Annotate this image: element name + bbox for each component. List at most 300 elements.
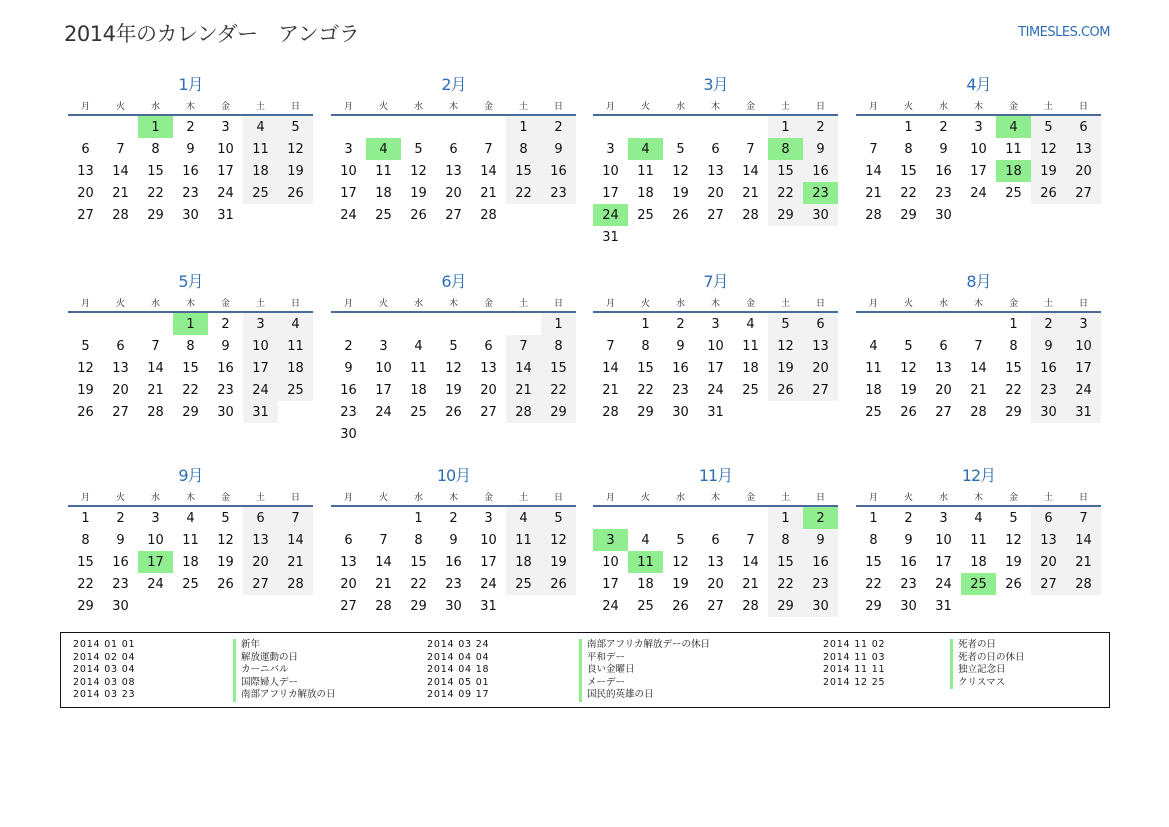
weekday-header: 月 (856, 489, 891, 506)
weekday-header: 金 (733, 98, 768, 115)
day-cell: 6 (116, 338, 125, 354)
day-cell: 11 (243, 138, 278, 160)
month-8 (856, 272, 1101, 423)
weekday-header: 日 (1066, 98, 1101, 115)
day-cell: 8 (869, 532, 878, 548)
weekday-header: 日 (541, 98, 576, 115)
day-cell: 19 (278, 160, 313, 182)
day-cell: 23 (217, 382, 234, 398)
day-cell: 28 (865, 207, 882, 223)
weekday-header: 日 (541, 489, 576, 506)
day-cell: 9 (221, 338, 230, 354)
day-cell: 17 (480, 554, 497, 570)
empty-cell (506, 204, 541, 226)
legend-entry (73, 651, 299, 665)
day-cell: 21 (278, 551, 313, 573)
weekday-header: 日 (278, 295, 313, 312)
day-cell: 29 (77, 598, 94, 614)
day-cell: 11 (410, 360, 427, 376)
day-cell: 27 (1031, 573, 1066, 595)
day-cell: 28 (480, 207, 497, 223)
weekday-header: 土 (768, 295, 803, 312)
day-cell: 27 (112, 404, 129, 420)
weekday-header: 土 (768, 489, 803, 506)
day-cell: 5 (449, 338, 458, 354)
page-title: 2014年のカレンダー アンゴラ (64, 22, 360, 46)
day-cell: 15 (182, 360, 199, 376)
day-cell: 12 (278, 138, 313, 160)
day-cell: 1 (506, 115, 541, 138)
day-cell: 9 (344, 360, 353, 376)
day-cell: 11 (506, 529, 541, 551)
weekday-header: 月 (68, 489, 103, 506)
empty-cell (541, 423, 576, 445)
day-cell: 26 (541, 573, 576, 595)
empty-cell (541, 204, 576, 226)
day-cell: 17 (970, 163, 987, 179)
day-cell: 5 (278, 115, 313, 138)
empty-cell (996, 595, 1031, 617)
day-cell: 26 (410, 207, 427, 223)
empty-cell (663, 115, 698, 138)
day-cell: 17 (375, 382, 392, 398)
day-cell: 3 (221, 119, 230, 135)
day-cell: 5 (1009, 510, 1018, 526)
day-cell: 11 (628, 551, 663, 573)
day-cell: 18 (637, 185, 654, 201)
holiday-date: 2014 11 11 (823, 664, 886, 675)
month-grid (68, 489, 313, 617)
day-cell: 9 (803, 529, 838, 551)
weekday-header: 月 (856, 295, 891, 312)
empty-cell (733, 401, 768, 423)
day-cell: 22 (506, 182, 541, 204)
day-cell: 3 (606, 141, 615, 157)
day-cell: 14 (480, 163, 497, 179)
day-cell: 3 (151, 510, 160, 526)
day-cell: 11 (182, 532, 199, 548)
legend-entry (73, 664, 289, 677)
weekday-header: 木 (698, 295, 733, 312)
weekday-header: 月 (331, 98, 366, 115)
legend-entry (73, 689, 336, 702)
day-cell: 9 (1031, 335, 1066, 357)
holiday-date: 2014 11 03 (823, 651, 886, 663)
day-cell: 13 (707, 554, 724, 570)
month-12 (856, 466, 1101, 617)
day-cell: 19 (445, 382, 462, 398)
empty-cell (856, 115, 891, 138)
weekday-header: 木 (961, 295, 996, 312)
month-name: 9月 (178, 466, 203, 485)
day-cell: 1 (138, 115, 173, 138)
day-cell: 23 (445, 576, 462, 592)
day-cell: 5 (676, 532, 685, 548)
weekday-header: 月 (856, 98, 891, 115)
empty-cell (278, 595, 313, 617)
empty-cell (698, 506, 733, 529)
day-cell: 17 (340, 185, 357, 201)
day-cell: 31 (602, 229, 619, 245)
day-cell: 20 (803, 357, 838, 379)
empty-cell (1066, 204, 1101, 226)
day-cell: 30 (217, 404, 234, 420)
weekday-header: 木 (436, 98, 471, 115)
month-name: 6月 (441, 272, 466, 291)
day-cell: 29 (768, 595, 803, 617)
brand-link[interactable]: TIMESLES.COM (1018, 25, 1110, 40)
month-grid (593, 295, 838, 423)
weekday-header: 月 (593, 98, 628, 115)
day-cell: 10 (707, 338, 724, 354)
day-cell: 23 (541, 182, 576, 204)
day-cell: 11 (865, 360, 882, 376)
day-cell: 25 (961, 573, 996, 595)
legend-column (427, 639, 711, 702)
day-cell: 1 (81, 510, 90, 526)
holiday-name: 国民的英雄の日 (579, 689, 654, 702)
day-cell: 26 (217, 576, 234, 592)
empty-cell (663, 226, 698, 248)
empty-cell (436, 312, 471, 335)
day-cell: 6 (1031, 506, 1066, 529)
day-cell: 2 (803, 115, 838, 138)
weekday-header: 月 (593, 489, 628, 506)
day-cell: 8 (414, 532, 423, 548)
day-cell: 1 (641, 316, 650, 332)
day-cell: 21 (970, 382, 987, 398)
day-cell: 16 (340, 382, 357, 398)
day-cell: 25 (506, 573, 541, 595)
day-cell: 1 (414, 510, 423, 526)
holiday-legend (60, 632, 1110, 708)
weekday-header: 月 (331, 489, 366, 506)
day-cell: 8 (768, 529, 803, 551)
month-4 (856, 75, 1101, 226)
day-cell: 2 (221, 316, 230, 332)
month-grid (331, 295, 576, 445)
day-cell: 9 (676, 338, 685, 354)
day-cell: 27 (1066, 182, 1101, 204)
day-cell: 20 (340, 576, 357, 592)
day-cell: 8 (904, 141, 913, 157)
day-cell: 14 (278, 529, 313, 551)
day-cell: 15 (768, 160, 803, 182)
empty-cell (593, 506, 628, 529)
day-cell: 21 (112, 185, 129, 201)
day-cell: 8 (541, 335, 576, 357)
day-cell: 28 (1066, 573, 1101, 595)
day-cell: 22 (77, 576, 94, 592)
empty-cell (961, 204, 996, 226)
weekday-header: 火 (366, 295, 401, 312)
day-cell: 26 (445, 404, 462, 420)
day-cell: 16 (803, 551, 838, 573)
empty-cell (628, 506, 663, 529)
day-cell: 2 (939, 119, 948, 135)
day-cell: 7 (484, 141, 493, 157)
month-9 (68, 466, 313, 617)
day-cell: 16 (900, 554, 917, 570)
day-cell: 10 (935, 532, 952, 548)
weekday-header: 水 (138, 98, 173, 115)
weekday-header: 土 (506, 489, 541, 506)
day-cell: 29 (865, 598, 882, 614)
day-cell: 12 (217, 532, 234, 548)
day-cell: 9 (116, 532, 125, 548)
day-cell: 19 (77, 382, 94, 398)
weekday-header: 月 (593, 295, 628, 312)
empty-cell (926, 312, 961, 335)
holiday-date: 2014 03 24 (427, 639, 490, 650)
day-cell: 20 (243, 551, 278, 573)
day-cell: 23 (900, 576, 917, 592)
month-name: 12月 (961, 466, 996, 485)
day-cell: 15 (1005, 360, 1022, 376)
empty-cell (436, 423, 471, 445)
day-cell: 15 (410, 554, 427, 570)
day-cell: 12 (672, 554, 689, 570)
weekday-header: 水 (401, 489, 436, 506)
weekday-header: 土 (243, 489, 278, 506)
weekday-header: 土 (506, 98, 541, 115)
empty-cell (506, 595, 541, 617)
day-cell: 1 (173, 312, 208, 335)
day-cell: 20 (112, 382, 129, 398)
day-cell: 21 (506, 379, 541, 401)
weekday-header: 木 (698, 489, 733, 506)
day-cell: 28 (112, 207, 129, 223)
empty-cell (68, 312, 103, 335)
day-cell: 24 (217, 185, 234, 201)
day-cell: 24 (593, 204, 628, 226)
day-cell: 14 (1066, 529, 1101, 551)
day-cell: 22 (1005, 382, 1022, 398)
day-cell: 13 (1031, 529, 1066, 551)
day-cell: 25 (637, 207, 654, 223)
day-cell: 28 (602, 404, 619, 420)
empty-cell (331, 312, 366, 335)
day-cell: 26 (672, 598, 689, 614)
day-cell: 12 (1031, 138, 1066, 160)
month-3 (593, 75, 838, 248)
day-cell: 26 (768, 379, 803, 401)
day-cell: 13 (480, 360, 497, 376)
day-cell: 18 (278, 357, 313, 379)
day-cell: 12 (1005, 532, 1022, 548)
day-cell: 20 (1066, 160, 1101, 182)
legend-entry (427, 676, 626, 690)
day-cell: 11 (278, 335, 313, 357)
day-cell: 7 (974, 338, 983, 354)
day-cell: 6 (344, 532, 353, 548)
day-cell: 18 (410, 382, 427, 398)
day-cell: 14 (865, 163, 882, 179)
day-cell: 25 (243, 182, 278, 204)
weekday-header: 日 (278, 489, 313, 506)
weekday-header: 火 (628, 489, 663, 506)
legend-column (73, 639, 336, 702)
day-cell: 19 (541, 551, 576, 573)
day-cell: 15 (900, 163, 917, 179)
day-cell: 7 (869, 141, 878, 157)
day-cell: 18 (865, 382, 882, 398)
day-cell: 17 (243, 357, 278, 379)
day-cell: 24 (243, 379, 278, 401)
day-cell: 31 (1066, 401, 1101, 423)
day-cell: 11 (637, 163, 654, 179)
day-cell: 20 (707, 576, 724, 592)
day-cell: 25 (278, 379, 313, 401)
day-cell: 15 (506, 160, 541, 182)
day-cell: 21 (742, 185, 759, 201)
day-cell: 22 (541, 379, 576, 401)
weekday-header: 木 (436, 489, 471, 506)
empty-cell (698, 115, 733, 138)
day-cell: 23 (340, 404, 357, 420)
day-cell: 4 (243, 115, 278, 138)
holiday-name: 良い金曜日 (579, 664, 635, 677)
day-cell: 27 (707, 598, 724, 614)
day-cell: 30 (445, 598, 462, 614)
day-cell: 6 (243, 506, 278, 529)
day-cell: 3 (593, 529, 628, 551)
day-cell: 29 (410, 598, 427, 614)
day-cell: 28 (970, 404, 987, 420)
weekday-header: 土 (506, 295, 541, 312)
weekday-header: 水 (401, 295, 436, 312)
day-cell: 21 (375, 576, 392, 592)
day-cell: 2 (186, 119, 195, 135)
day-cell: 31 (217, 207, 234, 223)
day-cell: 24 (480, 576, 497, 592)
weekday-header: 火 (103, 295, 138, 312)
month-name: 7月 (703, 272, 728, 291)
day-cell: 17 (138, 551, 173, 573)
empty-cell (401, 423, 436, 445)
empty-cell (628, 226, 663, 248)
weekday-header: 月 (331, 295, 366, 312)
weekday-header: 木 (961, 98, 996, 115)
day-cell: 21 (1066, 551, 1101, 573)
empty-cell (278, 204, 313, 226)
weekday-header: 火 (891, 98, 926, 115)
empty-cell (663, 506, 698, 529)
month-7 (593, 272, 838, 423)
empty-cell (68, 115, 103, 138)
day-cell: 7 (379, 532, 388, 548)
day-cell: 23 (1031, 379, 1066, 401)
legend-entry (823, 664, 1006, 677)
day-cell: 22 (768, 182, 803, 204)
empty-cell (733, 226, 768, 248)
weekday-header: 金 (733, 489, 768, 506)
weekday-header: 水 (138, 295, 173, 312)
day-cell: 13 (445, 163, 462, 179)
empty-cell (768, 226, 803, 248)
empty-cell (891, 312, 926, 335)
day-cell: 27 (935, 404, 952, 420)
day-cell: 16 (541, 160, 576, 182)
day-cell: 17 (217, 163, 234, 179)
day-cell: 12 (900, 360, 917, 376)
month-name: 11月 (698, 466, 733, 485)
day-cell: 2 (1031, 312, 1066, 335)
day-cell: 14 (602, 360, 619, 376)
day-cell: 6 (1066, 115, 1101, 138)
day-cell: 18 (375, 185, 392, 201)
day-cell: 23 (182, 185, 199, 201)
empty-cell (1031, 595, 1066, 617)
weekday-header: 水 (663, 295, 698, 312)
month-grid (593, 489, 838, 617)
day-cell: 24 (147, 576, 164, 592)
weekday-header: 日 (1066, 489, 1101, 506)
holiday-name: 死者の日の休日 (950, 652, 1025, 665)
weekday-header: 月 (68, 295, 103, 312)
day-cell: 16 (112, 554, 129, 570)
holiday-name: 南部アフリカ解放デーの休日 (579, 639, 710, 652)
day-cell: 2 (676, 316, 685, 332)
month-grid (68, 98, 313, 226)
day-cell: 12 (672, 163, 689, 179)
day-cell: 26 (278, 182, 313, 204)
holiday-date: 2014 03 04 (73, 664, 136, 675)
day-cell: 7 (1066, 506, 1101, 529)
day-cell: 30 (803, 204, 838, 226)
month-grid (856, 489, 1101, 617)
day-cell: 4 (996, 115, 1031, 138)
month-11 (593, 466, 838, 617)
day-cell: 1 (768, 115, 803, 138)
day-cell: 31 (935, 598, 952, 614)
holiday-date: 2014 05 01 (427, 676, 490, 688)
day-cell: 26 (1031, 182, 1066, 204)
day-cell: 4 (628, 138, 663, 160)
day-cell: 14 (375, 554, 392, 570)
day-cell: 15 (541, 357, 576, 379)
day-cell: 18 (742, 360, 759, 376)
day-cell: 19 (900, 382, 917, 398)
day-cell: 4 (366, 138, 401, 160)
day-cell: 6 (939, 338, 948, 354)
day-cell: 11 (375, 163, 392, 179)
holiday-name: 死者の日 (950, 639, 996, 652)
day-cell: 23 (672, 382, 689, 398)
day-cell: 21 (865, 185, 882, 201)
day-cell: 5 (414, 141, 423, 157)
day-cell: 13 (243, 529, 278, 551)
weekday-header: 土 (1031, 489, 1066, 506)
day-cell: 15 (147, 163, 164, 179)
weekday-header: 水 (926, 489, 961, 506)
day-cell: 21 (147, 382, 164, 398)
day-cell: 28 (375, 598, 392, 614)
weekday-header: 月 (68, 98, 103, 115)
empty-cell (506, 423, 541, 445)
day-cell: 10 (147, 532, 164, 548)
day-cell: 8 (641, 338, 650, 354)
day-cell: 21 (742, 576, 759, 592)
holiday-name: 南部アフリカ解放の日 (233, 689, 336, 702)
day-cell: 16 (445, 554, 462, 570)
day-cell: 16 (803, 160, 838, 182)
day-cell: 19 (672, 576, 689, 592)
day-cell: 29 (182, 404, 199, 420)
day-cell: 5 (221, 510, 230, 526)
empty-cell (436, 115, 471, 138)
legend-entry (427, 651, 626, 665)
